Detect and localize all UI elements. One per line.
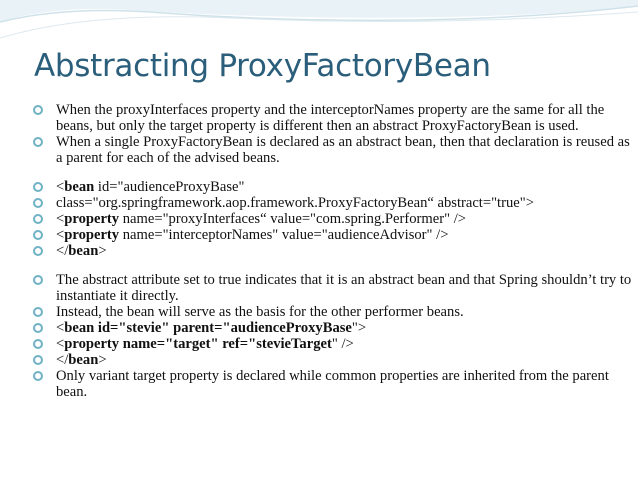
bullet-text: When a single ProxyFactoryBean is declared as an abstract bean, then that declaration is reused as a parent for each of the advised beans. [56, 134, 630, 166]
list-item [26, 102, 632, 134]
code-prefix: < [56, 227, 65, 243]
list-item [26, 368, 632, 400]
code-text: class="org.springframework.aop.framework.ProxyFactoryBean“ abstract="true"> [56, 195, 534, 211]
code-keyword: bean id="stevie" parent="audienceProxyBase [64, 320, 352, 336]
list-item [26, 272, 632, 304]
list-item [26, 211, 632, 227]
list-item [26, 320, 632, 336]
code-keyword: property [64, 211, 120, 227]
list-item [26, 195, 632, 211]
code-prefix: < [56, 320, 65, 336]
code-prefix: </ [56, 352, 69, 368]
circle-bullet-icon [33, 182, 43, 192]
code-suffix: > [98, 243, 107, 259]
circle-bullet-icon [33, 105, 43, 115]
code-prefix: </ [56, 243, 69, 259]
circle-bullet-icon [33, 355, 43, 365]
list-item [26, 304, 632, 320]
code-keyword: bean [68, 352, 99, 368]
circle-bullet-icon [33, 275, 43, 285]
list-item [26, 243, 632, 259]
list-item [26, 336, 632, 352]
code-prefix: < [56, 336, 65, 352]
circle-bullet-icon [33, 323, 43, 333]
bullet-text: Only variant target property is declared while common properties are inherited from the parent bean. [56, 368, 609, 400]
code-keyword: property [64, 227, 120, 243]
circle-bullet-icon [33, 214, 43, 224]
circle-bullet-icon [33, 246, 43, 256]
list-item [26, 352, 632, 368]
code-suffix: id="audienceProxyBase" [94, 179, 245, 195]
list-item [26, 179, 632, 195]
circle-bullet-icon [33, 230, 43, 240]
code-prefix: < [56, 211, 65, 227]
code-keyword: bean [64, 179, 95, 195]
code-prefix: < [56, 179, 65, 195]
code-keyword: property name="target" ref="stevieTarget [64, 336, 332, 352]
bullet-text: When the proxyInterfaces property and the interceptorNames property are the same for all the beans, but only the target property is different then an abstract ProxyFactoryBean is used. [56, 102, 605, 134]
list-item [26, 227, 632, 243]
bullet-text: Instead, the bean will serve as the basis for the other performer beans. [56, 304, 464, 320]
code-suffix: name="interceptorNames" value="audienceAdvisor" /> [119, 227, 449, 243]
code-suffix: "> [351, 320, 367, 336]
code-suffix: > [98, 352, 107, 368]
code-suffix: name="proxyInterfaces“ value="com.spring.Performer" /> [119, 211, 466, 227]
circle-bullet-icon [33, 371, 43, 381]
circle-bullet-icon [33, 339, 43, 349]
slide-title: Abstracting ProxyFactoryBean [34, 48, 491, 84]
code-keyword: bean [68, 243, 99, 259]
list-item [26, 134, 632, 166]
circle-bullet-icon [33, 307, 43, 317]
bullet-list [26, 102, 632, 400]
circle-bullet-icon [33, 198, 43, 208]
circle-bullet-icon [33, 137, 43, 147]
code-suffix: " /> [331, 336, 354, 352]
bullet-text: The abstract attribute set to true indicates that it is an abstract bean and that Spring shouldn’t try to instantiate it directly. [56, 272, 632, 304]
